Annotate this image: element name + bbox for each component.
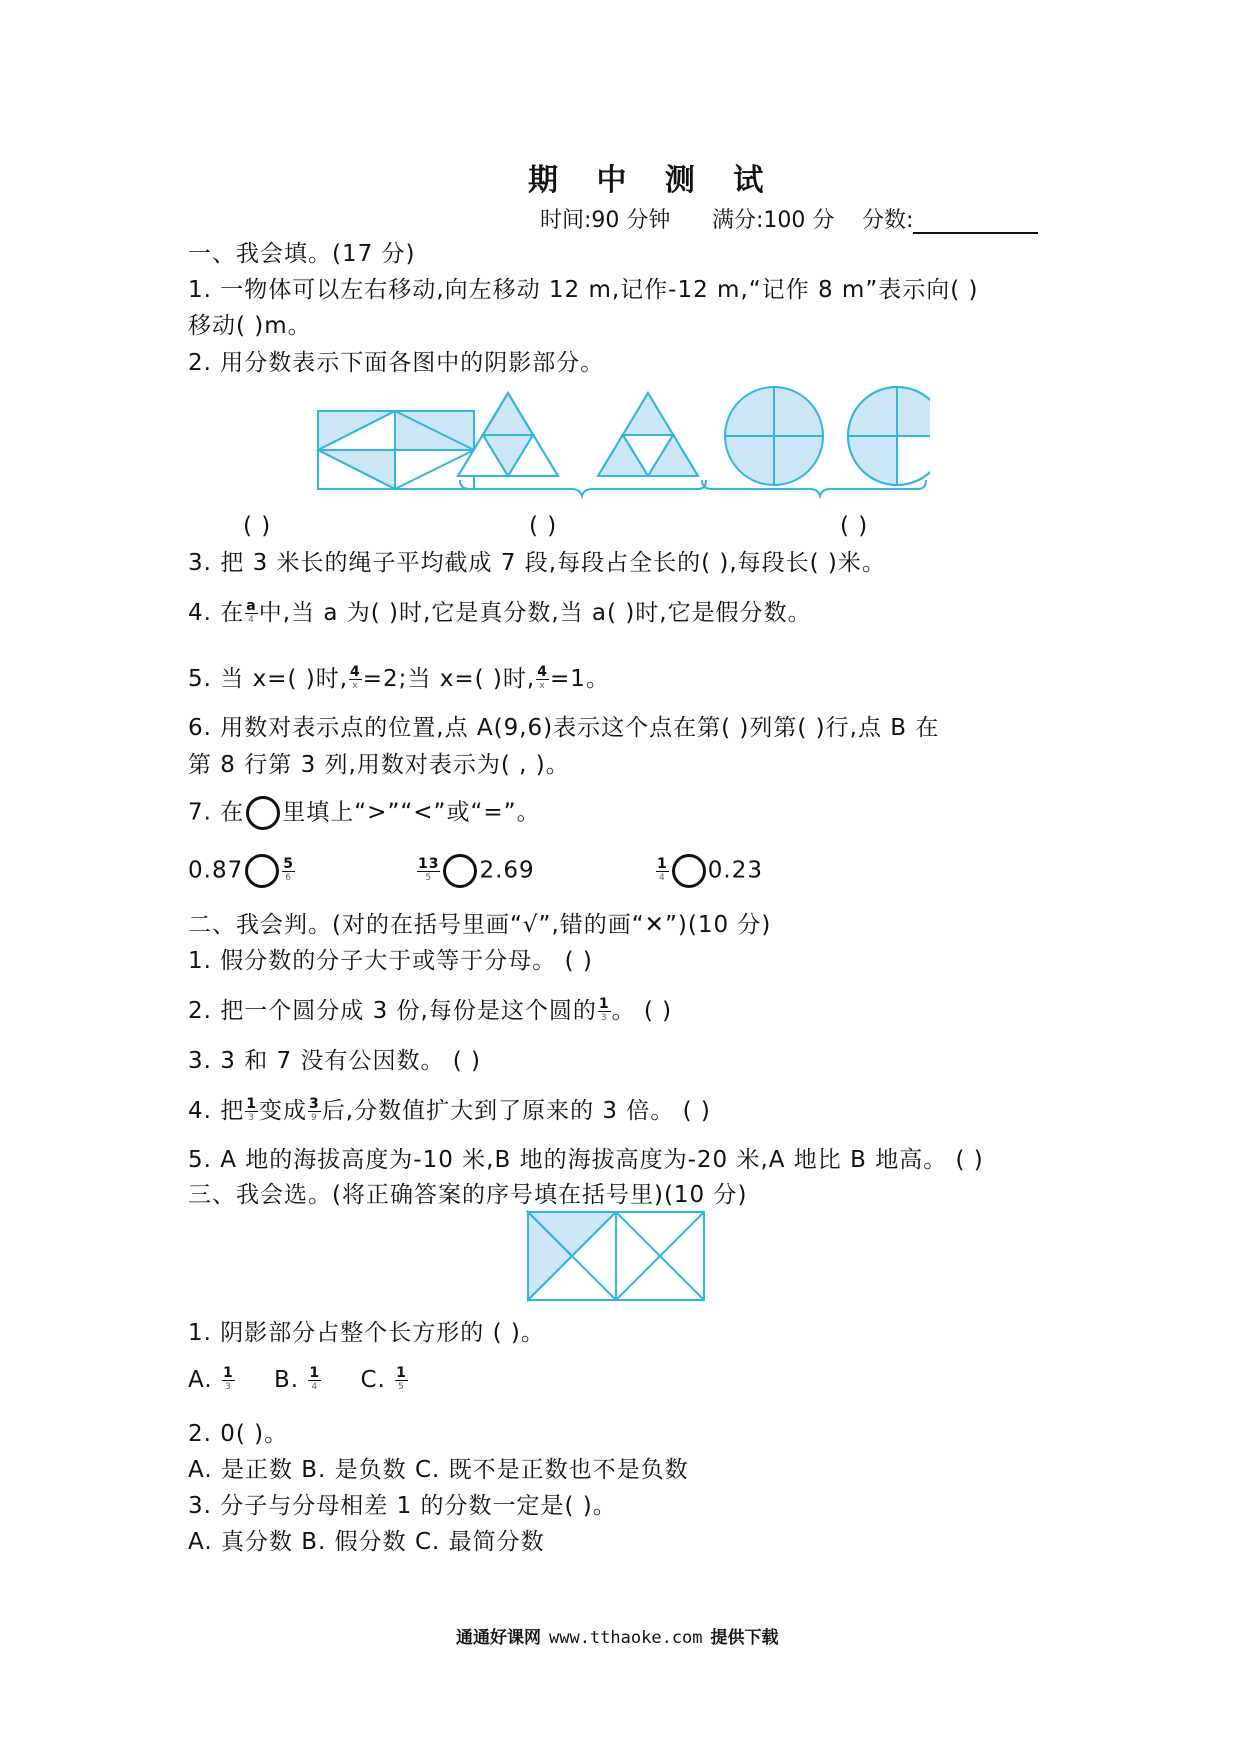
q2-answer-blank-3[interactable]: ( ): [840, 513, 869, 539]
q2-figures: [310, 380, 930, 500]
q3-text: 3. 把 3 米长的绳子平均截成 7 段,每段占全长的( ),每段长( )米。: [188, 550, 886, 576]
choice-1: 1. 阴影部分占整个长方形的 ( )。: [188, 1320, 545, 1346]
option-c: C.: [360, 1367, 386, 1393]
judge-4: [188, 1096, 711, 1126]
full-score-label: 满分:100 分: [712, 208, 835, 233]
q7-text: [188, 796, 541, 830]
judge-2-suffix: 。 ( ): [611, 998, 673, 1024]
judge-4-prefix: 4. 把: [188, 1098, 245, 1124]
q4-text: [188, 598, 812, 628]
q5-fraction-1: $\frac{4}{x}$: [350, 664, 361, 691]
rect-rhombus-figure: [318, 411, 474, 489]
section1-heading: 一、我会填。(17 分): [188, 241, 416, 267]
q5-middle: =2;当 x=( )时,: [362, 666, 536, 692]
q5-suffix: =1。: [549, 666, 610, 692]
option-a-fraction: $\frac{1}{3}$: [222, 1365, 234, 1392]
option-b: B.: [274, 1367, 300, 1393]
q1-line1: 1. 一物体可以左右移动,向左移动 12 m,记作-12 m,“记作 8 m”表示向( ): [188, 277, 979, 303]
q1-line2: 移动( )m。: [188, 313, 312, 339]
compare-1-fraction: $\frac{5}{6}$: [283, 855, 294, 883]
q6-line1: 6. 用数对表示点的位置,点 A(9,6)表示这个点在第( )列第( )行,点 B 在: [188, 715, 940, 741]
footer-url[interactable]: www.tthaoke.com: [549, 1628, 703, 1648]
choice-2: 2. 0( )。: [188, 1421, 289, 1447]
judge-2-fraction: $\frac{1}{3}$: [598, 996, 610, 1023]
q2-answer-blank-2[interactable]: ( ): [529, 513, 558, 539]
judge-2: [188, 996, 672, 1026]
q7-suffix: 里填上“>”“<”或“=”。: [282, 799, 541, 826]
choice-2-options: A. 是正数 B. 是负数 C. 既不是正数也不是负数: [188, 1457, 689, 1483]
judge-4-fraction-1: $\frac{1}{3}$: [246, 1096, 258, 1123]
choice-3: 3. 分子与分母相差 1 的分数一定是( )。: [188, 1493, 617, 1519]
judge-2-prefix: 2. 把一个圆分成 3 份,每份是这个圆的: [188, 998, 597, 1024]
compare-circle-2[interactable]: [443, 854, 477, 888]
page-title: 期 中 测 试: [528, 163, 778, 198]
choice-rectangle-figure: [526, 1208, 710, 1304]
judge-4-fraction-2: $\frac{3}{9}$: [309, 1096, 320, 1123]
judge-4-suffix: 后,分数值扩大到了原来的 3 倍。 ( ): [321, 1098, 711, 1124]
compare-1-left: 0.87: [188, 857, 244, 884]
q2-text: 2. 用分数表示下面各图中的阴影部分。: [188, 350, 605, 376]
section2-heading: 二、我会判。(对的在括号里画“√”,错的画“✕”)(10 分): [188, 912, 772, 938]
compare-1: [188, 854, 296, 888]
q2-answer-blank-1[interactable]: ( ): [243, 513, 272, 539]
judge-3: 3. 3 和 7 没有公因数。 ( ): [188, 1048, 482, 1074]
compare-circle-3[interactable]: [672, 854, 706, 888]
q5-text: [188, 664, 610, 694]
section3-heading: 三、我会选。(将正确答案的序号填在括号里)(10 分): [188, 1182, 748, 1208]
q4-prefix: 4. 在: [188, 600, 245, 626]
score-blank[interactable]: [913, 210, 1038, 234]
q5-fraction-2: $\frac{4}{x}$: [537, 664, 548, 691]
option-b-fraction: $\frac{1}{4}$: [309, 1365, 321, 1392]
judge-1: 1. 假分数的分子大于或等于分母。 ( ): [188, 948, 593, 974]
brace-triangles: [460, 480, 706, 496]
q7-prefix: 7. 在: [188, 799, 245, 826]
compare-3: [655, 854, 763, 888]
judge-4-middle: 变成: [259, 1098, 308, 1124]
compare-2: [416, 854, 535, 888]
footer-download-text: 提供下载: [710, 1628, 779, 1648]
score-label: 分数:: [862, 208, 914, 233]
time-label: 时间:90 分钟: [540, 208, 671, 233]
score-field[interactable]: [862, 203, 1038, 234]
compare-circle-1[interactable]: [245, 854, 279, 888]
q6-line2: 第 8 行第 3 列,用数对表示为( , )。: [188, 752, 570, 778]
circle-figure-2: [848, 387, 930, 485]
footer: [456, 1623, 779, 1648]
footer-site-name: 通通好课网: [456, 1628, 541, 1648]
q5-prefix: 5. 当 x=( )时,: [188, 666, 349, 692]
q4-suffix: 中,当 a 为( )时,它是真分数,当 a( )时,它是假分数。: [258, 600, 812, 626]
compare-3-fraction: $\frac{1}{4}$: [657, 855, 668, 883]
circle-icon: [246, 796, 280, 830]
option-a: A.: [188, 1367, 213, 1393]
judge-5: 5. A 地的海拔高度为-10 米,B 地的海拔高度为-20 米,A 地比 B 地高。 ( ): [188, 1147, 984, 1173]
option-c-fraction: $\frac{1}{5}$: [396, 1365, 407, 1392]
circle-figure-1: [725, 387, 823, 485]
q4-fraction: $\frac{a}{4}$: [246, 598, 257, 625]
choice-3-options: A. 真分数 B. 假分数 C. 最简分数: [188, 1529, 545, 1555]
triangle-figure-2: [598, 393, 698, 476]
compare-2-fraction: $\frac{13}{5}$: [418, 855, 440, 883]
compare-3-right: 0.23: [707, 857, 763, 884]
compare-2-right: 2.69: [479, 857, 535, 884]
choice-1-options: [188, 1365, 409, 1395]
